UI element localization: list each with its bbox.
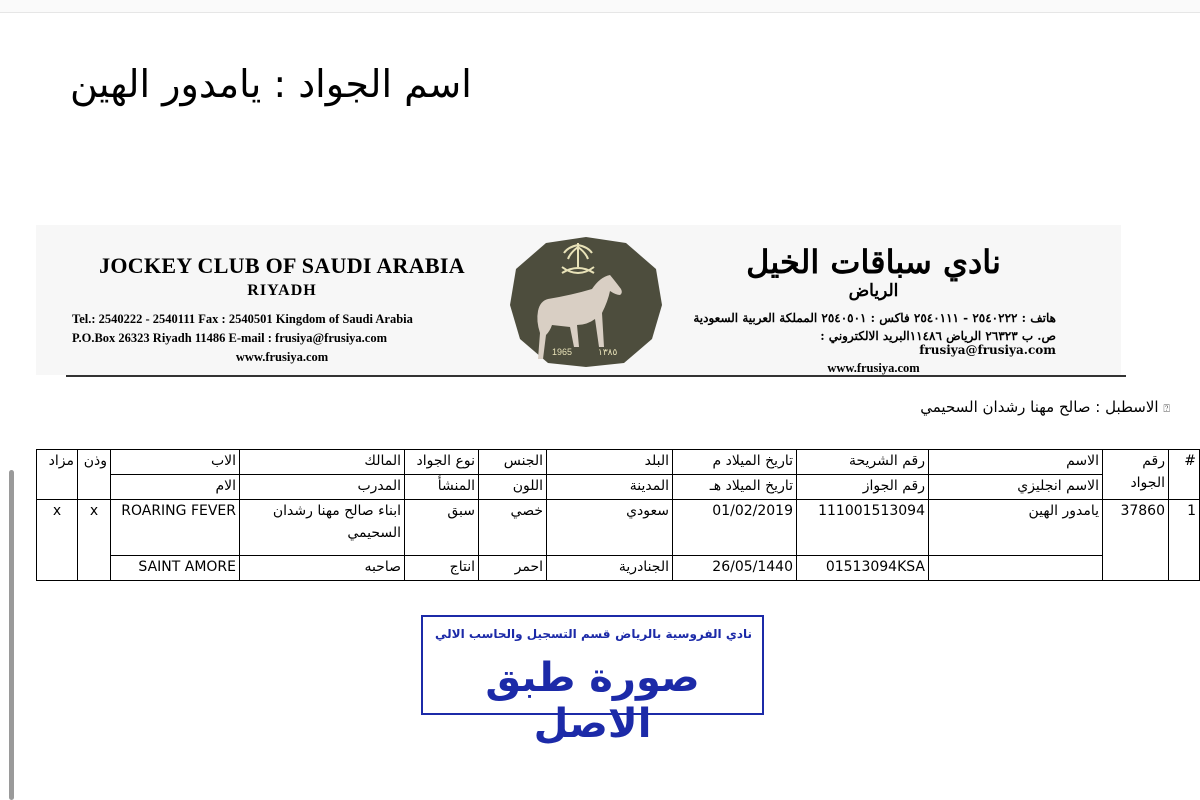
club-name-en: JOCKEY CLUB OF SAUDI ARABIA [99,253,465,278]
header-birth-date-g: تاريخ الميلاد م [673,450,797,475]
header-chip-no: رقم الشريحة [797,450,929,475]
letterhead-arabic [691,243,1056,376]
table-header-row-1 [37,450,1200,475]
stamp-department: قسم التسجيل والحاسب الالي [435,627,611,641]
club-contact-ar-1: هاتف : ٢٥٤٠٢٢٢ - ٢٥٤٠١١١ فاكس : ٢٥٤٠٥٠١ المملكة العربية السعودية [693,311,1056,325]
club-contact-ar-2: ص. ب ٢٦٣٢٣ الرياض ١١٤٨٦البريد الالكتروني : frusiya@frusiya.com [820,329,1056,357]
club-emblem-logo [506,233,666,368]
emblem-year-ar: ١٣٨٥ [598,348,618,358]
club-website-en: www.frusiya.com [235,350,329,364]
header-horse-no: رقم الجواد [1103,450,1169,500]
cell-country: سعودي [547,500,673,556]
certified-copy-stamp [421,615,764,747]
header-birth-date-h: تاريخ الميلاد هـ [673,475,797,500]
cell-sex: خصي [479,500,547,556]
cell-passport-no: 01513094KSA [797,556,929,581]
letterhead-divider [66,375,1126,377]
cell-index: 1 [1169,500,1200,581]
header-owner: المالك [240,450,405,475]
header-country: البلد [547,450,673,475]
emblem-year-en: 1965 [552,347,573,357]
club-contact-en-2: P.O.Box 26323 Riyadh 11486 E-mail : frusiya@frusiya.com [72,331,387,345]
cell-name-en [929,556,1103,581]
header-index: # [1169,450,1200,500]
cell-owner: ابناء صالح مهنا رشدان السحيمي [240,500,405,556]
header-sex: الجنس [479,450,547,475]
header-auction: مزاد [37,450,78,500]
header-trainer: المدرب [240,475,405,500]
browser-top-bar [0,0,1200,13]
club-city-en: RIYADH [247,282,317,299]
stamp-club-name: نادي الفروسية بالرياض [615,627,752,641]
header-name-en: الاسم انجليزي [929,475,1103,500]
header-origin: المنشأ [405,475,479,500]
registration-table [36,449,1200,581]
cell-city: الجنادرية [547,556,673,581]
cell-sire: ROARING FEVER [111,500,240,556]
stable-line [880,398,1170,416]
cell-birth-date-h: 26/05/1440 [673,556,797,581]
cell-weight: x [78,500,111,581]
letterhead [36,225,1121,375]
cell-horse-type: سبق [405,500,479,556]
club-name-ar: نادي سباقات الخيل [746,243,1001,281]
header-sire: الاب [111,450,240,475]
cell-auction: x [37,500,78,581]
cell-horse-no: 37860 [1103,500,1169,581]
club-website-ar: www.frusiya.com [827,361,920,375]
table-row [37,556,1200,581]
cell-birth-date-g: 01/02/2019 [673,500,797,556]
vertical-scrollbar[interactable] [9,470,14,800]
stable-label: الاسطبل : صالح مهنا رشدان السحيمي [920,398,1159,416]
club-contact-en-1: Tel.: 2540222 - 2540111 Fax : 2540501 Kingdom of Saudi Arabia [72,312,413,326]
cell-name: يامدور الهين [929,500,1103,556]
header-name: الاسم [929,450,1103,475]
cell-trainer: صاحبه [240,556,405,581]
header-passport-no: رقم الجواز [797,475,929,500]
cell-origin: انتاج [405,556,479,581]
stamp-main-text: صورة طبق الاصل [485,655,700,747]
header-color: اللون [479,475,547,500]
cell-chip-no: 111001513094 [797,500,929,556]
table-row [37,500,1200,556]
club-city-ar: الرياض [848,281,899,301]
header-horse-type: نوع الجواد [405,450,479,475]
cell-color: احمر [479,556,547,581]
header-dam: الام [111,475,240,500]
cell-dam: SAINT AMORE [111,556,240,581]
header-city: المدينة [547,475,673,500]
table-header-row-2 [37,475,1200,500]
header-weight: وذن [78,450,111,500]
letterhead-english [72,253,492,365]
horse-name-title: اسم الجواد : يامدور الهين [70,62,472,106]
missing-glyph-icon: ⍰ [1163,402,1170,415]
